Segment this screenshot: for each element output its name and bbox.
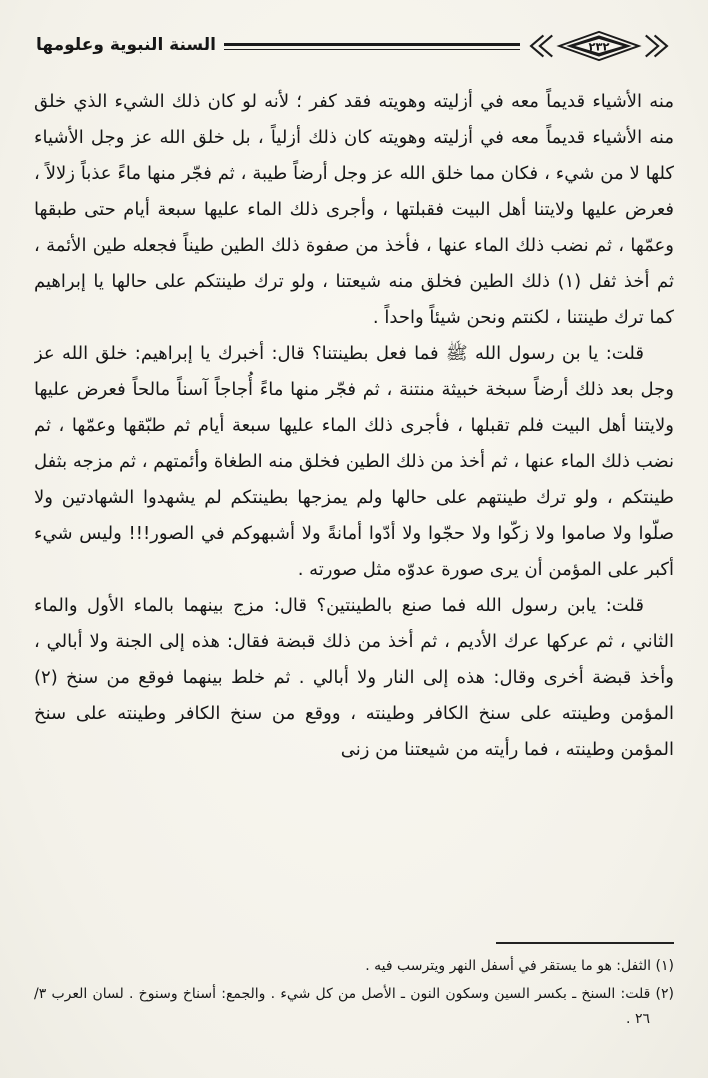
header-rule <box>224 43 520 50</box>
footnotes-section <box>34 942 674 1032</box>
footnote-1: (١) الثفل: هو ما يستقر في أسفل النهر ويترسب فيه . <box>365 958 674 975</box>
body-paragraph-2: قلت: يا بن رسول الله ﷺ فما فعل بطينتنا؟ قال: أخبرك يا إبراهيم: خلق الله عز وجل بعد ذلك أرضاً سبخة خبيثة منتنة ، ثم فجّر منها ماءً أُجاجاً آسناً مالحاً فعرض عليها ولايتنا أهل البيت فلم تقبلها ، فأجرى ذلك الماء عليها سبعة أيام ثم طبّقها وعمّها ، ثم نضب ذلك الماء عنها ، ثم أخذ من ذلك الطين فخلق منه الطغاة وأئمتهم ، ثم مزجه بثفل طينتكم ، ولو ترك طينتهم على حالها ولم يمزجها بطينتكم لم يشهدوا الشهادتين ولا صلّوا ولا صاموا ولا زكّوا ولا حجّوا ولا أدّوا أمانةً ولا أشبهوكم في الصور!!! وليس شيء أكبر على المؤمن أن يرى صورة عدوّه مثل صورته . <box>34 343 674 580</box>
body-paragraph-1: منه الأشياء قديماً معه في أزليته وهويته فقد كفر ؛ لأنه لو كان ذلك الشيء الذي خلق منه الأشياء قديماً معه في أزليته وهويته كان ذلك أزلياً ، بل خلق الله عز وجل الأشياء كلها لا من شيء ، فكان مما خلق الله عز وجل أرضاً طيبة ، ثم فجّر منها ماءً عذباً زلالاً ، فعرض عليها ولايتنا أهل البيت فقبلتها ، وأجرى ذلك الماء عليها سبعة أيام حتى طبقها وعمّها ، ثم نضب ذلك الماء عنها ، فأخذ من صفوة ذلك الطين طيناً فجعله طين الأئمة ، ثم أخذ ثفل (١) ذلك الطين فخلق منه شيعتنا ، ولو ترك طينتكم على حالها يا إبراهيم كما ترك طينتنا ، لكنتم ونحن شيئاً واحداً . <box>34 91 674 328</box>
page-number: ٢٣٢ <box>588 39 610 54</box>
page-body <box>34 84 674 768</box>
ornament-diamond-icon <box>524 30 674 62</box>
body-paragraph-3: قلت: يابن رسول الله فما صنع بالطينتين؟ قال: مزج بينهما بالماء الأول والماء الثاني ، ثم عركها عرك الأديم ، ثم أخذ من ذلك قبضة فقال: هذه إلى الجنة ولا أبالي ، وأخذ قبضة أخرى وقال: هذه إلى النار ولا أبالي . ثم خلط بينهما فوقع من سنخ (٢) المؤمن وطينته على سنخ الكافر وطينته ، ووقع من سنخ الكافر وطينته على سنخ المؤمن وطينته ، فما رأيته من شيعتنا من زنى <box>34 595 674 760</box>
page-number-ornament <box>524 30 674 62</box>
book-title: السنة النبوية وعلومها <box>36 35 216 55</box>
footnote-separator <box>496 942 674 944</box>
page-header <box>34 26 674 66</box>
footnote-2: (٢) قلت: السنخ ـ بكسر السين وسكون النون ـ الأصل من كل شيء . والجمع: أسناخ وسنوخ . لسان العرب ٣/ ٢٦ . <box>34 985 674 1027</box>
